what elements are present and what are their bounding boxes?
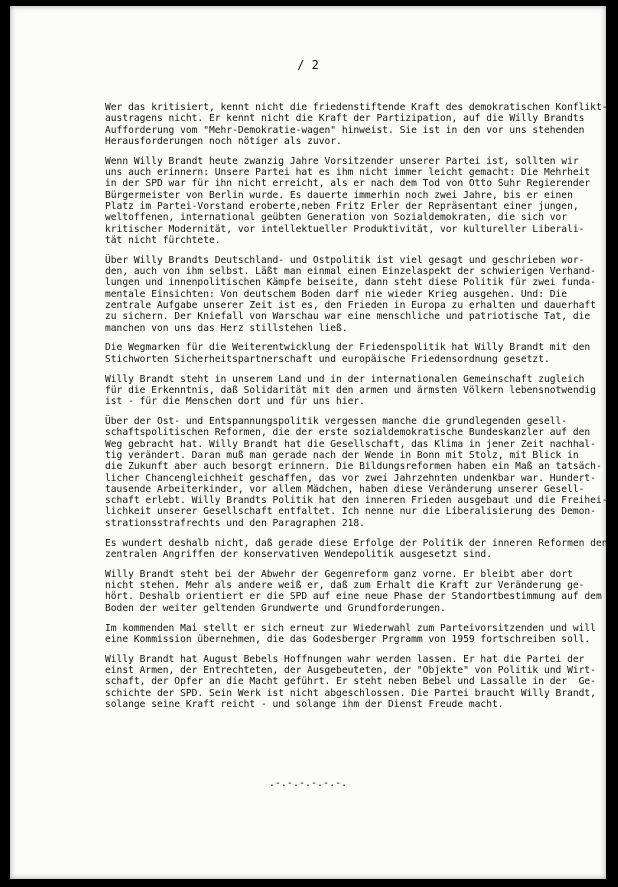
paragraph (105, 255, 617, 334)
text-line: Im kommenden Mai stellt er sich erneut zur Wiederwahl zum Parteivorsitzenden und will (105, 622, 596, 634)
text-line: zentrale Aufgabe unserer Zeit ist es, den Frieden in Europa zu erhalten und dauerhaft (105, 299, 596, 311)
end-mark: .-.-.-.-.-.-. (268, 778, 348, 789)
text-line: weltoffenen, international geübten Generation von Sozialdemokraten, die sich vor (105, 212, 568, 224)
text-line: Aufforderung vom "Mehr-Demokratie-wagen" hinweist. Sie ist in den vor uns stehenden (105, 124, 585, 136)
text-line: licher Chancengleichheit geschaffen, das vor zwei Jahrzehnten undenkbar war. Hundert- (105, 472, 596, 484)
text-line: tig verändert. Daran muß man gerade nach der Wende in Bonn mit Stolz, mit Blick in (105, 449, 579, 461)
text-line: zentralen Angriffen der konservativen Wendepolitik ausgesetzt sind. (105, 548, 492, 560)
text-line: Herausforderungen noch nötiger als zuvor. (105, 135, 342, 147)
text-line: tausende Arbeiterkinder, vor allem Mädchen, haben diese Veränderung unserer Gesell- (105, 483, 585, 495)
text-line: manchen von uns das Herz stillstehen ließ. (105, 322, 348, 334)
text-line: kritischer Modernität, vor intellektueller Produktivität, vor kultureller Liberali- (105, 223, 585, 235)
paragraph (105, 654, 617, 710)
text-line: Die Wegmarken für die Weiterentwicklung der Friedenspolitik hat Willy Brandt mit den (105, 342, 591, 354)
text-line: die Zukunft aber auch besorgt erinnern. Die Bildungsreformen haben ein Maß an tatsäch- (105, 461, 602, 473)
paragraph (105, 623, 617, 646)
paragraph (105, 156, 617, 246)
text-line: solange seine Kraft reicht - und solange ihm der Dienst Freude macht. (105, 699, 504, 710)
text-line: schichte der SPD. Sein Werk ist nicht abgeschlossen. Die Partei braucht Willy Brandt, (105, 687, 596, 699)
text-line: einst Armen, der Entrechteten, der Ausgebeuteten, der "Objekte" von Politik und Wirt- (105, 665, 596, 677)
text-line: Es wundert deshalb nicht, daß gerade diese Erfolge der Politik der inneren Reformen den (105, 537, 608, 549)
text-line: Über Willy Brandts Deutschland- und Ostpolitik ist viel gesagt und geschrieben wor- (105, 254, 585, 266)
text-line: mentale Einsichten: Von deutschem Boden darf nie wieder Krieg ausgehen. Und: Die (105, 288, 568, 300)
page-number: / 2 (297, 58, 319, 72)
text-line: Platz im Partei-Vorstand eroberte,neben Fritz Erler der Repräsentant einer jungen, (105, 200, 579, 212)
text-line: Über der Ost- und Entspannungspolitik vergessen manche die grundlegenden gesell- (105, 416, 568, 428)
text-line: Stichworten Sicherheitspartnerschaft und europäische Friedensordnung gesetzt. (105, 353, 550, 365)
document-page (10, 6, 606, 879)
text-line: nicht stehen. Mehr als andere weiß er, daß zum Erhalt die Kraft zur Veränderung ge- (105, 580, 585, 592)
text-line: für die Erkenntnis, daß Solidarität mit den armen und ärmsten Völkern lebensnotwendig (105, 384, 596, 396)
text-line: uns auch erinnern: Unsere Partei hat es ihm nicht immer leicht gemacht: Die Mehrheit (105, 167, 591, 179)
text-line: strationsstrafrechts und den Paragraphen 218. (105, 517, 365, 529)
text-line: Willy Brandt steht in unserem Land und in der internationalen Gemeinschaft zugleich (105, 373, 585, 385)
text-line: Willy Brandt hat August Bebels Hoffnungen wahr werden lassen. Er hat die Partei der (105, 653, 585, 665)
paragraph (105, 416, 617, 529)
paragraph (105, 342, 617, 365)
paragraph (105, 102, 617, 147)
text-line: schaft, der Opfer an die Macht geführt. Er steht neben Bebel und Lassalle in der Ge- (105, 676, 596, 688)
text-line: lungen und innenpolitischen Kämpfe beiseite, dann steht diese Politik für zwei funda- (105, 277, 596, 289)
paragraph (105, 374, 617, 408)
paragraph (105, 538, 617, 561)
text-line: ist - für die Menschen dort und für uns hier. (105, 396, 365, 408)
text-line: Boden der weiter geltenden Grundwerte und Grundforderungen. (105, 602, 446, 614)
text-line: Wenn Willy Brandt heute zwanzig Jahre Vorsitzender unserer Partei ist, sollten wir (105, 155, 579, 167)
text-line: den, auch von ihm selbst. Läßt man einmal einen Einzelaspekt der schwierigen Verhand- (105, 266, 596, 278)
text-line: tät nicht fürchtete. (105, 234, 221, 246)
text-line: eine Kommission übernehmen, die das Godesberger Prgramm von 1959 fortschreiben soll. (105, 633, 591, 645)
text-line: in der SPD war für ihn nicht erreicht, als er nach dem Tod von Otto Suhr Regierender (105, 178, 591, 190)
text-line: Weg gebracht hat. Willy Brandt hat die Gesellschaft, das Klima in jener Zeit nachhal- (105, 438, 596, 450)
text-line: schaft erlebt. Willy Brandts Politik hat den inneren Frieden ausgebaut und die Freihei- (105, 495, 608, 507)
text-line: austragens nicht. Er kennt nicht die Kraft der Partizipation, auf die Willy Brandts (105, 113, 585, 125)
text-line: Bürgermeister von Berlin wurde. Es dauerte immerhin noch zwei Jahre, bis er einen (105, 189, 573, 201)
text-line: schaftspolitischen Reformen, die der erste sozialdemokratische Bundeskanzler auf den (105, 427, 591, 439)
document-body (105, 102, 617, 719)
text-line: Wer das kritisiert, kennt nicht die friedenstiftende Kraft des demokratischen Konflikt- (105, 102, 608, 113)
paragraph (105, 569, 617, 614)
text-line: hört. Deshalb orientiert er die SPD auf eine neue Phase der Standortbestimmung auf dem (105, 591, 602, 603)
text-line: lichkeit unserer Gesellschaft entfaltet. Ich nenne nur die Liberalisierung des Demon- (105, 506, 596, 518)
text-line: Willy Brandt steht bei der Abwehr der Gegenreform ganz vorne. Er bleibt aber dort (105, 568, 573, 580)
text-line: zu sichern. Der Kniefall von Warschau war eine menschliche und patriotische Tat, die (105, 311, 591, 323)
